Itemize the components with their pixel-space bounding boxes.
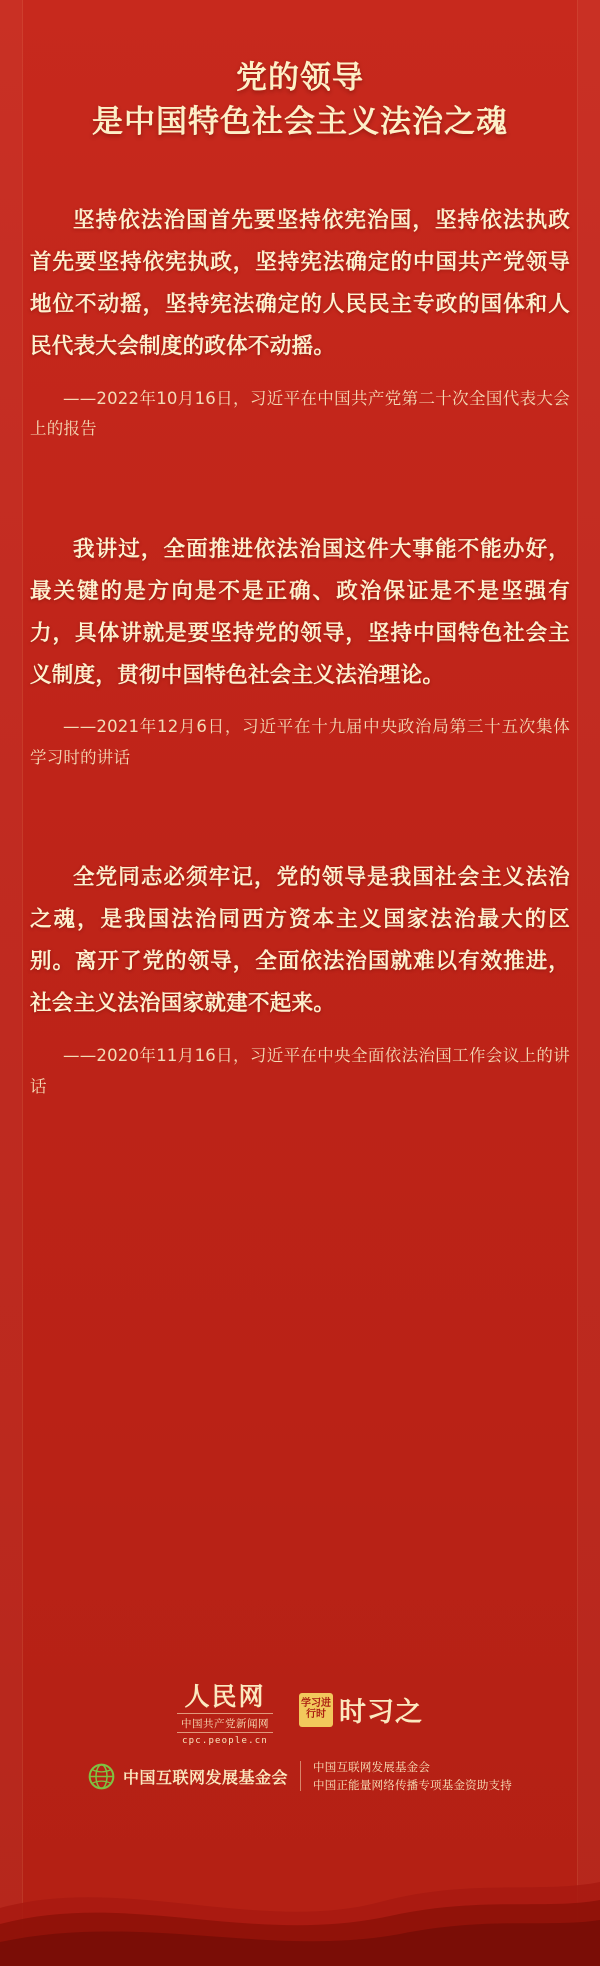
wave-svg (0, 1816, 600, 1966)
foundation-name: 中国互联网发展基金会 (123, 1767, 289, 1787)
quote-source: ——2022年10月16日，习近平在中国共产党第二十次全国代表大会上的报告 (30, 388, 570, 439)
quote-text: 我讲过，全面推进依法治国这件大事能不能办好，最关键的是方向是不是正确、政治保证是不是坚强有力，具体讲就是要坚持党的领导，坚持中国特色社会主义制度，贯彻中国特色社会主义法治理论。 (30, 536, 570, 688)
footer-logo-row (0, 1684, 600, 1746)
quote-list (0, 200, 600, 1102)
globe-icon (88, 1763, 115, 1790)
foundation-brand (88, 1763, 288, 1790)
title-line-1: 党的领导 (236, 60, 364, 96)
title-line-2: 是中国特色社会主义法治之魂 (92, 104, 508, 141)
foundation-credit (313, 1758, 512, 1795)
foundation-row (0, 1758, 600, 1795)
poster-footer (0, 1666, 600, 1966)
poster-title (0, 0, 600, 144)
quote-block-1 (30, 200, 570, 445)
people-logo-name: 人民网 (184, 1682, 266, 1711)
foundation-credit-line-1: 中国互联网发展基金会 (313, 1760, 431, 1774)
people-logo-subtitle: 中国共产党新闻网 (177, 1713, 273, 1733)
shixi-logo-word: 时习之 (339, 1697, 423, 1728)
shixi-logo (299, 1684, 423, 1729)
quote-block-2 (30, 529, 570, 774)
quote-text: 全党同志必须牢记，党的领导是我国社会主义法治之魂，是我国法治同西方资本主义国家法治最大的区别。离开了党的领导，全面依法治国就难以有效推进，社会主义法治国家就建不起来。 (30, 865, 570, 1017)
people-daily-online-logo (177, 1684, 273, 1746)
quote-source: ——2020年11月16日，习近平在中央全面依法治国工作会议上的讲话 (30, 1046, 570, 1096)
people-logo-domain: cpc.people.cn (181, 1736, 269, 1747)
bottom-wave-decoration (0, 1816, 600, 1966)
quote-block-3 (30, 857, 570, 1102)
footer-divider (300, 1761, 301, 1791)
foundation-credit-line-2: 中国正能量网络传播专项基金资助支持 (313, 1778, 512, 1793)
shixi-seal-icon: 学习进行时 (299, 1693, 333, 1727)
quote-text: 坚持依法治国首先要坚持依宪治国，坚持依法执政首先要坚持依宪执政，坚持宪法确定的中国共产党领导地位不动摇，坚持宪法确定的人民民主专政的国体和人民代表大会制度的政体不动摇。 (30, 208, 570, 359)
quote-source: ——2021年12月6日，习近平在十九届中央政治局第三十五次集体学习时的讲话 (30, 717, 570, 767)
